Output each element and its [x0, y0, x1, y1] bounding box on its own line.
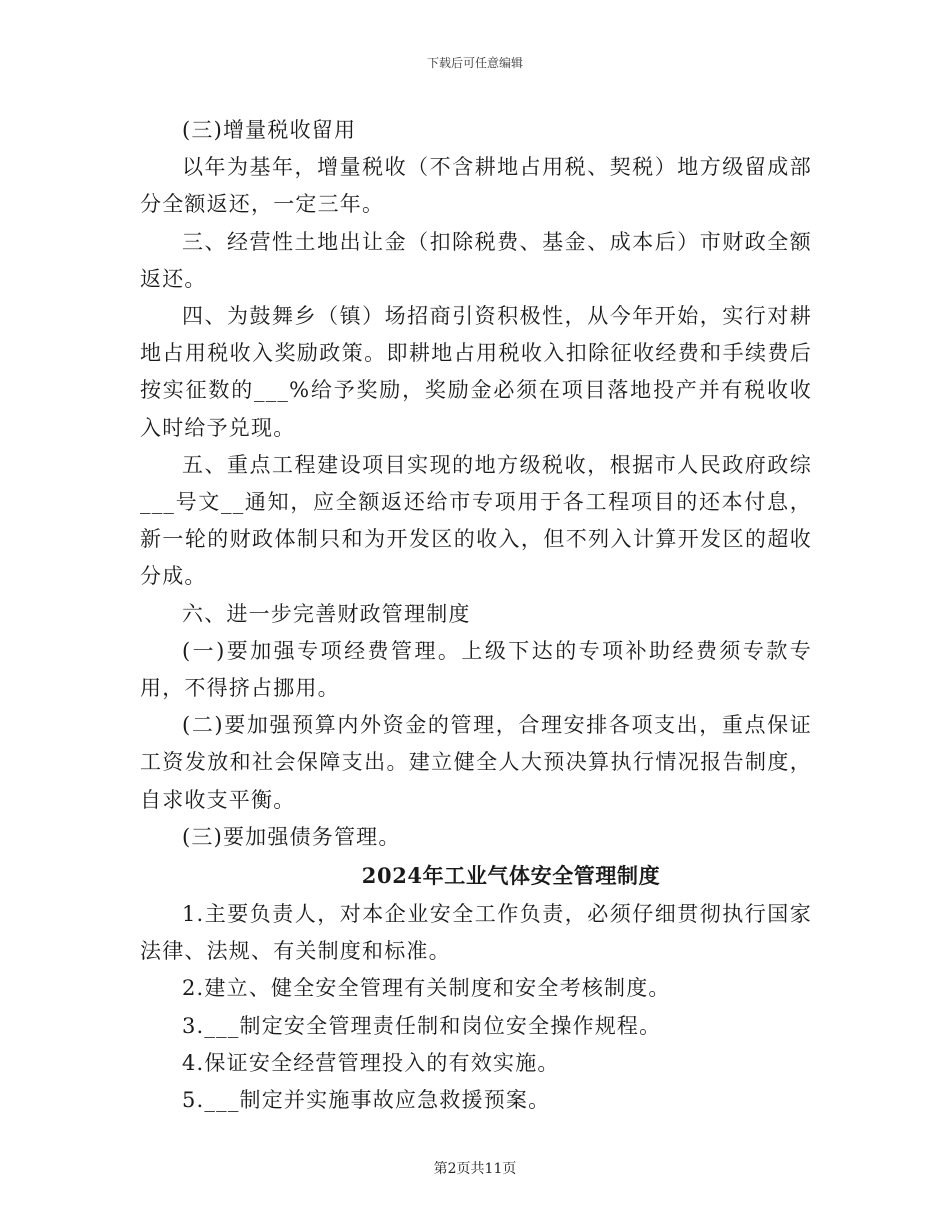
list-item: 3.___制定安全管理责任制和岗位安全操作规程。	[182, 1013, 662, 1038]
paragraph: 五、重点工程建设项目实现的地方级税收，根据市人民政府政综___号文__通知，应全额返还给市专项用于各工程项目的还本付息，新一轮的财政体制只和为开发区的收入，但不列入计算开发区的超收分成。	[140, 452, 812, 589]
paragraph: 六、进一步完善财政管理制度	[182, 601, 471, 626]
paragraph: 以年为基年，增量税收（不含耕地占用税、契税）地方级留成部分全额返还，一定三年。	[140, 155, 812, 217]
list-item: 4.保证安全经营管理投入的有效实施。	[182, 1050, 560, 1075]
paragraph: (三)增量税收留用	[182, 118, 357, 142]
paragraph: (一)要加强专项经费管理。上级下达的专项补助经费须专款专用，不得挤占挪用。	[140, 638, 812, 701]
page-number: 第2页共11页	[433, 1161, 517, 1177]
paragraph: 四、为鼓舞乡（镇）场招商引资积极性，从今年开始，实行对耕地占用税收入奖励政策。即耕地占用税收入扣除征收经费和手续费后按实征数的___%给予奖励，奖励金必须在项目落地投产并有税收收入时给予兑现。	[140, 304, 812, 440]
list-item: 2.建立、健全安全管理有关制度和安全考核制度。	[182, 976, 671, 1001]
document-body	[140, 112, 812, 1119]
section-title: 2024年工业气体安全管理制度	[361, 863, 661, 889]
list-item: 1.主要负责人，对本企业安全工作负责，必须仔细贯彻执行国家法律、法规、有关制度和标准。	[140, 902, 812, 964]
header-note: 下载后可任意编辑	[426, 56, 523, 70]
paragraph: (二)要加强预算内外资金的管理，合理安排各项支出，重点保证工资发放和社会保障支出。建立健全人大预决算执行情况报告制度，自求收支平衡。	[140, 713, 812, 812]
paragraph: 三、经营性土地出让金（扣除税费、基金、成本后）市财政全额返还。	[140, 229, 812, 291]
paragraph: (三)要加强债务管理。	[182, 824, 401, 849]
list-item: 5.___制定并实施事故应急救援预案。	[182, 1088, 551, 1113]
